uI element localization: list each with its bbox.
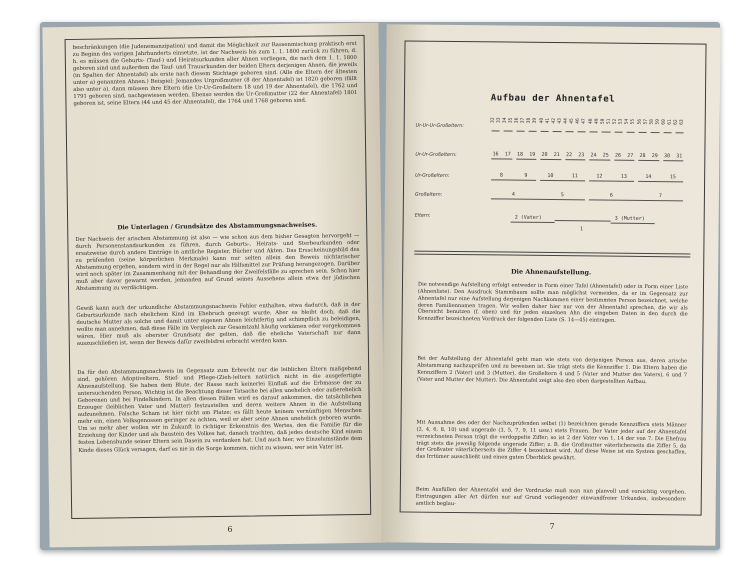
ancestor-number: 33 xyxy=(496,117,502,124)
ancestor-number: 44 xyxy=(563,118,569,124)
ancestor-number: 57 xyxy=(643,118,649,125)
ancestor-number: 51 xyxy=(606,118,612,125)
ancestor-number: 31 xyxy=(676,153,683,160)
pair-connector xyxy=(540,159,561,160)
pair-connector xyxy=(675,132,683,133)
ancestor-number: 24 xyxy=(590,152,597,159)
ancestor-number: 36 xyxy=(514,117,520,124)
pair-connector xyxy=(614,132,622,133)
pair-connector xyxy=(504,130,512,131)
row-label-great: Ur-Großeltern: xyxy=(415,173,450,179)
ancestor-number: 54 xyxy=(624,118,631,125)
pair-connector xyxy=(492,130,500,131)
left-paragraph-1: beschränkungen (die Judenemanzipation) und damit die Möglichkeit zur Rassenmischung praktisch erst zu Beginn des vorigen Jahrhunderts einsetzte, ist der Nachweis bis zum 1. 1. 1800 zurück zu führen, d. h. es müssen die Geburts- (Tauf-) und Heiratsurkunden aller Ahnen vorliegen, die nach dem 1. 1. 1800 geboren sind und außerdem die Tauf- und Trauurkunden der beiden Eltern derjenigen Ahnen, die jeweils (in Spalten der Ahnentafel) als erste nach diesem Stichtage geboren sind. (Alle die Eltern der ältesten unter a) genannten Ahnen.) Beispiel: Jemandes Urgroßmutter (8 der Ahnentafel) ist 1820 geboren (fällt also unter a), dann müssen ihre Eltern (die Ur-Ur-Großeltern 18 und 19 der Ahnentafel), die 1762 und 1791 geboren sind, nachgewiesen werden. Ebenso werden die Ur-Großmutter (22 der Ahnentafel) 1801 geboren ist, seine Eltern (44 und 45 der Ahnentafel), die 1764 und 1768 geboren sind. xyxy=(72,40,358,108)
ancestor-number: 34 xyxy=(502,117,508,124)
mother-label: 3 (Mutter) xyxy=(614,215,645,222)
pair-connector xyxy=(589,159,610,160)
pair-connector xyxy=(651,132,659,133)
left-page xyxy=(42,23,385,548)
ancestor-number: 58 xyxy=(649,119,655,125)
ancestor-number: 28 xyxy=(639,152,646,159)
ancestor-number: 22 xyxy=(565,152,573,159)
pair-connector xyxy=(577,131,585,132)
ancestor-number: 9 xyxy=(524,172,528,179)
row-label-great-great-great: Ur-Ur-Ur-Großeltern: xyxy=(415,123,464,130)
ancestor-number: 4 xyxy=(511,191,515,198)
right-paragraph-4: Beim Ausfüllen der Ahnentafel und der Vordrucke muß man nun planvoll und vorsichtig vorgehen. Eintragungen aller Art dürfen nur auf Grund vorliegender einwandfreier Urkunden, insbesondere amtlich beglau- xyxy=(415,486,686,507)
ancestor-number: 20 xyxy=(541,151,548,158)
ancestor-number: 46 xyxy=(576,118,582,124)
ancestor-number: 45 xyxy=(569,118,575,124)
pair-connector xyxy=(516,159,537,160)
ancestor-number: 60 xyxy=(661,119,667,125)
ancestor-number: 13 xyxy=(620,173,627,180)
ancestor-number: 59 xyxy=(655,119,661,125)
ancestor-number: 50 xyxy=(600,118,606,125)
pair-connector xyxy=(528,131,536,132)
left-paragraph-3: Gewiß kann auch der urkundliche Abstammungsnachweis Fehler enthalten, etwa dadurch, daß in der Geburtsurkunde nach ehelichem Kind im Ehebruch gezeugt wurde. Aber es bleibt doch, daß die deutsche Mutter als solche und damit unter eigenen Ahnen leichtfertig und schimpflich zu beleidigen, wollte man annehmen, daß diese Fälle im Vergleich zur Gesamtzahl häufig vorkämen oder vorgekommen wären. Hier muß als oberster Grundsatz der gelten, daß die eheliche Vaterschaft nur dann auszuschließen ist, wenn der Beweis dafür zweifelsfrei erbracht werden kann. xyxy=(76,301,361,348)
left-paragraph-2: Der Nachweis der arischen Abstammung ist also — wie schon aus dem bisher Gesagten hervorgeht — durch Personenstandsurkunden zu führen, durch Geburts-, Heirats- und Sterbeurkunden oder ersatzweise durch andere Einträge in amtliche Register, Bücher und Akten. Das Ersscheinungsbild des zu prüfenden (seine körperlichen Merkmale) kann nur selten allein den Beweis nichtarischer Abstammung ergeben, sondern wird in der Regel nur als Hilfsmittel zur Prüfung herangezogen. Darüber wird noch später im Zusammenhang mit der Behandlung der Zweifelsfälle zu sprechen sein. Schon hier muß aber davor gewarnt werden, jemanden auf Grund seines Aussehens allein etwa der jüdischen Abstammung zu verdächtigen. xyxy=(75,232,360,293)
pair-connector xyxy=(541,131,549,132)
ancestor-number: 62 xyxy=(673,119,680,125)
pair-connector xyxy=(565,159,586,160)
ancestor-number: 27 xyxy=(627,152,634,159)
row-label-grandparents: Großeltern: xyxy=(414,192,443,198)
ancestor-number: 39 xyxy=(533,117,539,124)
section-title-ahnenaufstellung: Die Ahnenaufstellung. xyxy=(510,267,592,277)
pair-connector xyxy=(626,132,634,133)
right-paragraph-1: Die notwendige Aufstellung erfolgt entweder in Form einer Tafel (Ahnentafel) oder in Form einer Liste (Ahnenliste). Den Ausdruck Stammbaum sollte man möglichst vermeiden, da er im Gegensatz zur Ahnentafel nur eine Aufstellung derjenigen Nachkommen einer bestimmten Person bezeichnet, welche deren Familiennamen tragen. Wir wollen daher hier nur von der Ahnentafel sprechen, die wir als Übersicht benutzen (f. oben) und für jeden einzelnen Ahn die eingeben Daten in den durch die Kennziffer bezeichneten Vordruck der folgenden Liste (S. 14—45) eintragen. xyxy=(417,281,689,324)
ancestor-number: 8 xyxy=(499,172,503,179)
left-paragraph-4: Da für den Abstammungsnachweis im Gegensatz zum Erbrecht nur die leiblichen Eltern maßgebend sind, gehören Adoptiveltern, Stief- und Pflege-(Zieh-)eltern natürlich nicht in die ausgefertigte Ahnenaufstellung. Sie haben dem Blute, der Rasse nach keinerlei Einfluß auf die Erbmasse der zu untersuchenden Person. Wichtig ist die Beachtung dieser Tatsache bei allen unehelich oder außerehelich Geborenen und bei Findelkindern. In allen diesen Fällen wird es darauf ankommen, die tatsächlichen Erzeuger (leiblichen Vater und Mutter) festzustellen und deren weitere Ahnen in die Aufstellung aufzunehmen. Falsche Scham ist hier nicht am Platze; es fällt heute keinem vernünftigen Menschen mehr ein, einen Volksgenossen geringer zu achten, weil er aber seine Ahnen unehelich geboren wurde. Um so mehr aber wollen wir in Zukunft in richtiger Erkenntnis des Wertes, den die Familie für die Erziehung der Kinder und als Baustein des Volkes hat, danach trachten, daß jedes deutsche Kind einem festen Lebensbunde seiner Eltern sein Dasein zu verdanken hat. Und auch hier, wo Einzelumstände dem Kinde dieses Glück versagen, darf es nie in die Sorge kommen, nicht zu wissen, wer sein Vater ist. xyxy=(77,365,363,454)
ancestor-number: 29 xyxy=(651,153,658,160)
pair-connector xyxy=(590,131,598,132)
ancestor-number: 32 xyxy=(490,117,496,123)
ancestor-number: 56 xyxy=(637,118,643,125)
ancestor-number: 14 xyxy=(645,173,652,181)
ancestor-number: 26 xyxy=(614,152,622,159)
ancestor-number: 42 xyxy=(551,117,557,124)
pair-connector xyxy=(565,131,573,132)
pair-connector xyxy=(639,132,647,133)
right-paragraph-2: Bei der Aufstellung der Ahnentafel geht man wie stets von derjenigen Person aus, deren arische Abstammung nachzuprüfen und zu beweisen ist. Sie trägt stets die Kennziffer 1. Die Eltern haben die Kennziffern 2 (Vater) und 3 (Mutter), die Großeltern 4 und 5 (Vater und Mutter des Vaters), 6 und 7 (Vater und Mutter der Mutter). Die Ahnentafel zeigt also den oben dargestellten Aufbau. xyxy=(416,355,688,385)
proband-number: 1 xyxy=(580,226,584,233)
ancestor-number: 52 xyxy=(612,118,618,125)
pair-connector xyxy=(663,160,684,161)
ancestor-chart-title: Aufbau der Ahnentafel xyxy=(490,93,616,105)
pair-connector xyxy=(602,132,610,133)
left-page-number: 6 xyxy=(227,524,233,534)
ancestor-number: 15 xyxy=(669,174,676,181)
ancestor-number: 48 xyxy=(588,118,594,124)
ancestor-number: 37 xyxy=(520,117,526,124)
ancestor-number: 55 xyxy=(631,118,637,125)
ancestor-number: 18 xyxy=(516,151,524,158)
ancestor-number: 12 xyxy=(596,173,603,180)
row-label-parents: Eltern: xyxy=(414,213,431,219)
ancestor-number: 16 xyxy=(492,151,499,158)
ancestor-number: 21 xyxy=(553,152,560,159)
ancestor-number: 17 xyxy=(504,151,511,158)
pair-connector xyxy=(638,160,659,161)
ancestor-number: 49 xyxy=(594,118,600,125)
right-page xyxy=(381,24,720,545)
ancestor-number: 40 xyxy=(539,117,545,124)
pair-connector xyxy=(553,131,561,132)
ancestor-number: 38 xyxy=(527,117,533,124)
ancestor-number: 7 xyxy=(658,193,662,200)
ancestor-number: 10 xyxy=(547,172,554,180)
ancestor-number: 25 xyxy=(602,152,609,159)
section-heading-documents: Die Unterlagen / Grundsätze des Abstammungsnachweises. xyxy=(117,221,318,232)
pair-connector xyxy=(614,160,635,161)
ancestor-number: 19 xyxy=(529,151,536,158)
ancestor-number: 61 xyxy=(667,119,673,125)
ancestor-number: 6 xyxy=(609,192,613,199)
ancestor-number: 11 xyxy=(571,173,578,180)
right-page-number: 7 xyxy=(549,521,555,532)
pair-connector xyxy=(663,132,671,133)
ancestor-number: 5 xyxy=(560,192,564,199)
open-book xyxy=(40,22,720,550)
father-label: 2 (Vater) xyxy=(514,214,542,221)
ancestor-number: 30 xyxy=(663,153,671,160)
right-paragraph-3: Mit Ausnahme des oder der Nachzuprüfenden selbst (1) bezeichnen gerade Kennziffern stets Männer (2, 4, 6, 8, 10) und ungerade (3, 5, 7, 9, 11 usw.) stets Frauen. Der Vater jeder auf der Ahnentafel verzeichneten Person trägt die verdoppelte Ziffer; so ist 2 der Vater von 1, 14 der von 7. Die Ehefrau trägt stets die jeweilig folgende ungerade Ziffer; z. B. die Großmutter väterlicherseits die Ziffer 5, da der Großvater väterlicherseits die Ziffer 4 bezeichnet wird. Auf diese Weise ist ein System geschaffen, das Irrtümer ausschließt und einen guten Überblick gewährt. xyxy=(416,419,687,462)
pair-connector xyxy=(491,158,512,159)
pair-connector xyxy=(516,131,524,132)
ancestor-number: 47 xyxy=(582,118,588,124)
ancestor-number: 53 xyxy=(618,118,624,125)
ancestor-number: 43 xyxy=(557,118,563,124)
ancestor-number: 35 xyxy=(508,117,514,124)
ancestor-number: 23 xyxy=(578,152,585,159)
row-label-great-great: Ur-Ur-Großeltern: xyxy=(415,152,457,159)
ancestor-number: 41 xyxy=(545,117,551,124)
ancestor-number: 63 xyxy=(680,119,686,125)
